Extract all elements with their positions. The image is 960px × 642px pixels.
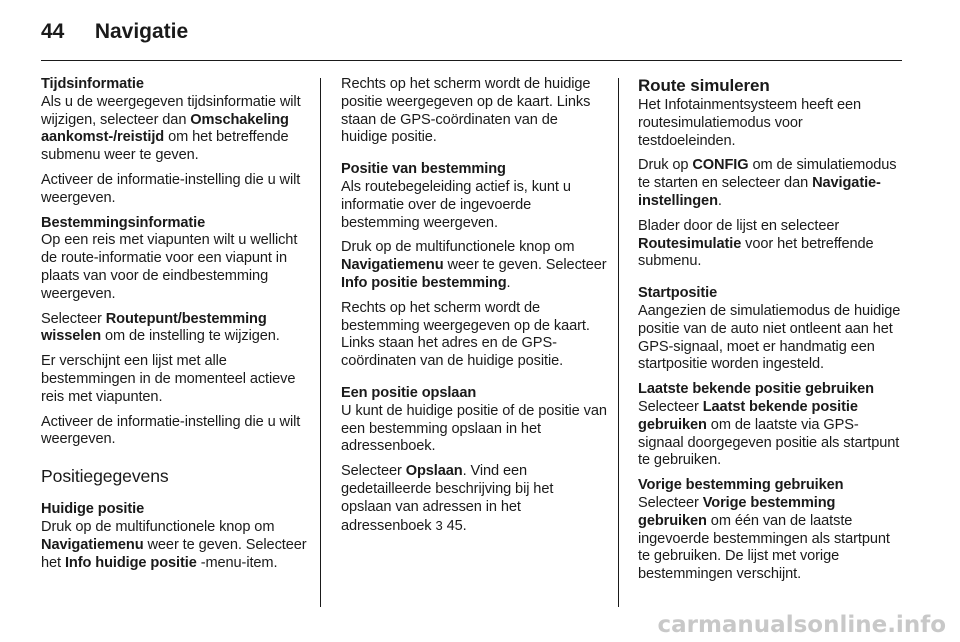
paragraph: Rechts op het scherm wordt de huidige positie weergegeven op de kaart. Links staan de GPS-coördinaten van de huidige positie. <box>341 76 591 146</box>
paragraph: Druk op de multifunctionele knop om Navigatiemenu weer te geven. Selecteer Info positie bestemming. <box>341 239 607 291</box>
watermark: carmanualsonline.info <box>657 612 946 638</box>
section-bestemmingsinformatie: Bestemmingsinformatie Op een reis met viapunten wilt u wellicht de route-informatie voor een viapunt in plaats van voor de eindbestemming weergeven. <box>41 215 307 304</box>
subheading: Een positie opslaan <box>341 384 477 401</box>
subheading: Bestemmingsinformatie <box>41 214 206 231</box>
chapter-title: Navigatie <box>94 20 189 43</box>
subheading: Tijdsinformatie <box>41 76 144 92</box>
paragraph: Er verschijnt een lijst met alle bestemmingen in de momenteel actieve reis met viapunten. <box>41 353 296 405</box>
paragraph: Rechts op het scherm wordt de bestemming weergegeven op de kaart. Links staan het adres en de GPS-coördinaten van de huidige positie. <box>341 299 590 370</box>
section-vorige-bestemming: Vorige bestemming gebruiken Selecteer Vorige bestemming gebruiken om één van de laatste ingevoerde bestemmingen als startpunt te gebruiken. De lijst met vorige bestemmingen verschijnt. <box>638 477 904 584</box>
column-3 <box>638 76 904 591</box>
paragraph: Activeer de informatie-instelling die u wilt weergeven. <box>41 413 301 448</box>
section-laatste-positie: Laatste bekende positie gebruiken Selecteer Laatst bekende positie gebruiken om de laatste via GPS-signaal doorgegeven positie als startpunt te gebruiken. <box>638 381 904 470</box>
section-heading-positiegegevens: Positiegegevens <box>41 466 169 487</box>
section-positie-bestemming: Positie van bestemming Als routebegeleiding actief is, kunt u informatie over de ingevoerde bestemming weergeven. <box>341 161 607 232</box>
column-1 <box>41 76 307 579</box>
paragraph: Selecteer Opslaan. Vind een gedetailleerde beschrijving bij het opslaan van adressen in het adressenboek 3 45. <box>341 463 554 534</box>
subheading: Huidige positie <box>41 501 145 518</box>
paragraph: Het Infotainmentsysteem heeft een routesimulatiemodus voor testdoeleinden. <box>638 97 862 149</box>
page-reference[interactable]: 45. <box>446 517 467 534</box>
subheading: Laatste bekende positie gebruiken <box>638 381 874 398</box>
column-2 <box>341 76 607 542</box>
section-huidige-positie: Huidige positie Druk op de multifunctionele knop om Navigatiemenu weer te geven. Selecteer het Info huidige positie -menu-item. <box>41 501 307 571</box>
subheading: Positie van bestemming <box>341 161 506 178</box>
page-number: 44 <box>41 20 65 43</box>
paragraph: Blader door de lijst en selecteer Routesimulatie voor het betreffende submenu. <box>638 217 874 270</box>
paragraph: Activeer de informatie-instelling die u wilt weergeven. <box>41 171 301 206</box>
page-reference-arrow-icon: 3 <box>435 517 443 533</box>
subheading: Startpositie <box>638 285 718 302</box>
paragraph: Selecteer Routepunt/bestemming wisselen om de instelling te wijzigen. <box>41 310 280 345</box>
page-header <box>41 14 188 50</box>
paragraph: Druk op CONFIG om de simulatiemodus te starten en selecteer dan Navigatie-instellingen. <box>638 157 897 209</box>
section-positie-opslaan: Een positie opslaan U kunt de huidige positie of de positie van een bestemming opslaan in het adressenboek. <box>341 384 607 455</box>
column-divider <box>618 78 619 607</box>
section-heading-route-simuleren: Route simuleren <box>638 76 770 95</box>
header-rule <box>41 60 902 61</box>
section-startpositie: Startpositie Aangezien de simulatiemodus de huidige positie van de auto niet ontleent aan het GPS-signaal, moet er handmatig een startpositie worden ingesteld. <box>638 285 904 374</box>
subheading: Vorige bestemming gebruiken <box>638 477 844 494</box>
section-tijdsinformatie: Tijdsinformatie Als u de weergegeven tijdsinformatie wilt wijzigen, selecteer dan Omschakeling aankomst-/reistijd om het betreffende submenu weer te geven. <box>41 76 307 165</box>
column-divider <box>320 78 321 607</box>
